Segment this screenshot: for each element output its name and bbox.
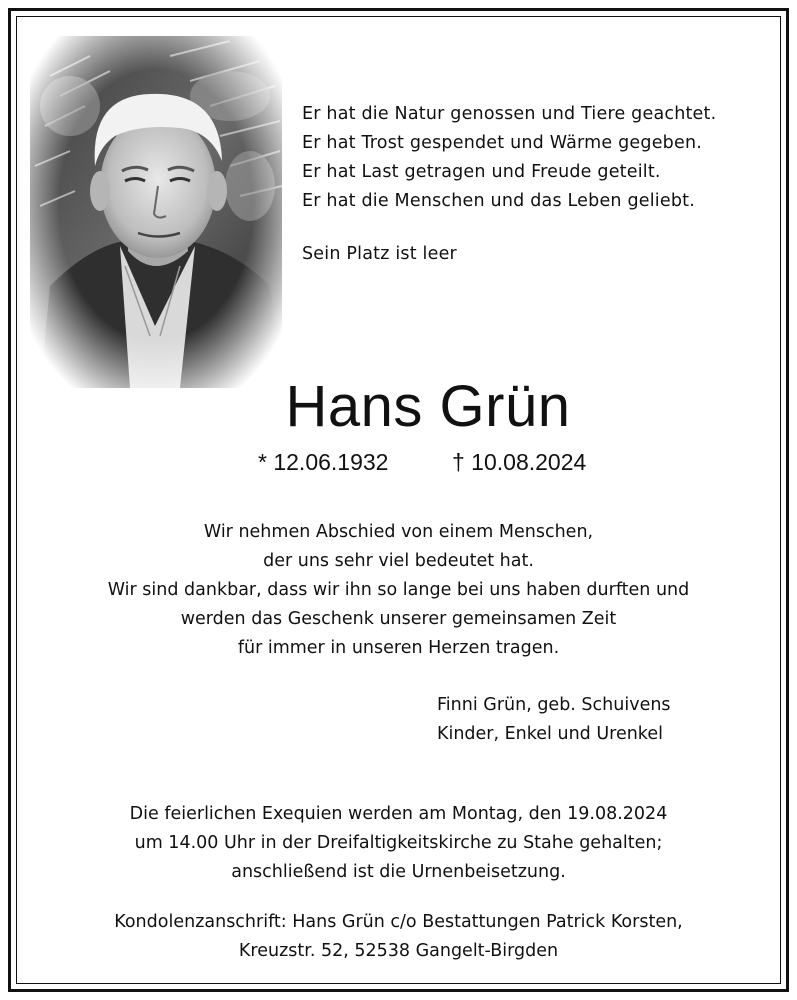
service-line: Die feierlichen Exequien werden am Montag, den 19.08.2024 <box>129 804 668 824</box>
service-line: anschließend ist die Urnenbeisetzung. <box>231 862 566 882</box>
poem-closing: Sein Platz ist leer <box>302 244 457 264</box>
farewell-line: für immer in unseren Herzen tragen. <box>237 638 560 658</box>
farewell-line: der uns sehr viel bedeutet hat. <box>263 551 534 571</box>
farewell-line: Wir nehmen Abschied von einem Menschen, <box>203 522 594 542</box>
farewell-line: werden das Geschenk unserer gemeinsamen Zeit <box>180 609 617 629</box>
family-line: Kinder, Enkel und Urenkel <box>437 724 663 744</box>
condolence-address <box>30 908 767 966</box>
address-line: Kreuzstr. 52, 52538 Gangelt-Birgden <box>238 941 559 961</box>
poem-line: Er hat die Menschen und das Leben geliebt. <box>302 191 695 211</box>
poem-line: Er hat Last getragen und Freude geteilt. <box>302 162 661 182</box>
family-line: Finni Grün, geb. Schuivens <box>437 695 671 715</box>
farewell-line: Wir sind dankbar, dass wir ihn so lange bei uns haben durften und <box>107 580 690 600</box>
birth-date: * 12.06.1932 <box>258 449 389 475</box>
poem-block <box>302 100 772 269</box>
portrait-photo <box>30 36 282 388</box>
poem-line: Er hat Trost gespendet und Wärme gegeben. <box>302 133 702 153</box>
address-line: Kondolenzanschrift: Hans Grün c/o Bestattungen Patrick Korsten, <box>114 912 683 932</box>
deceased-name: Hans Grün <box>285 374 571 439</box>
family-signature <box>437 691 767 749</box>
poem-line: Er hat die Natur genossen und Tiere geachtet. <box>302 104 717 124</box>
service-line: um 14.00 Uhr in der Dreifaltigkeitskirche zu Stahe gehalten; <box>134 833 663 853</box>
death-date: † 10.08.2024 <box>452 449 587 475</box>
farewell-text <box>30 518 767 663</box>
funeral-service-info <box>30 800 767 887</box>
